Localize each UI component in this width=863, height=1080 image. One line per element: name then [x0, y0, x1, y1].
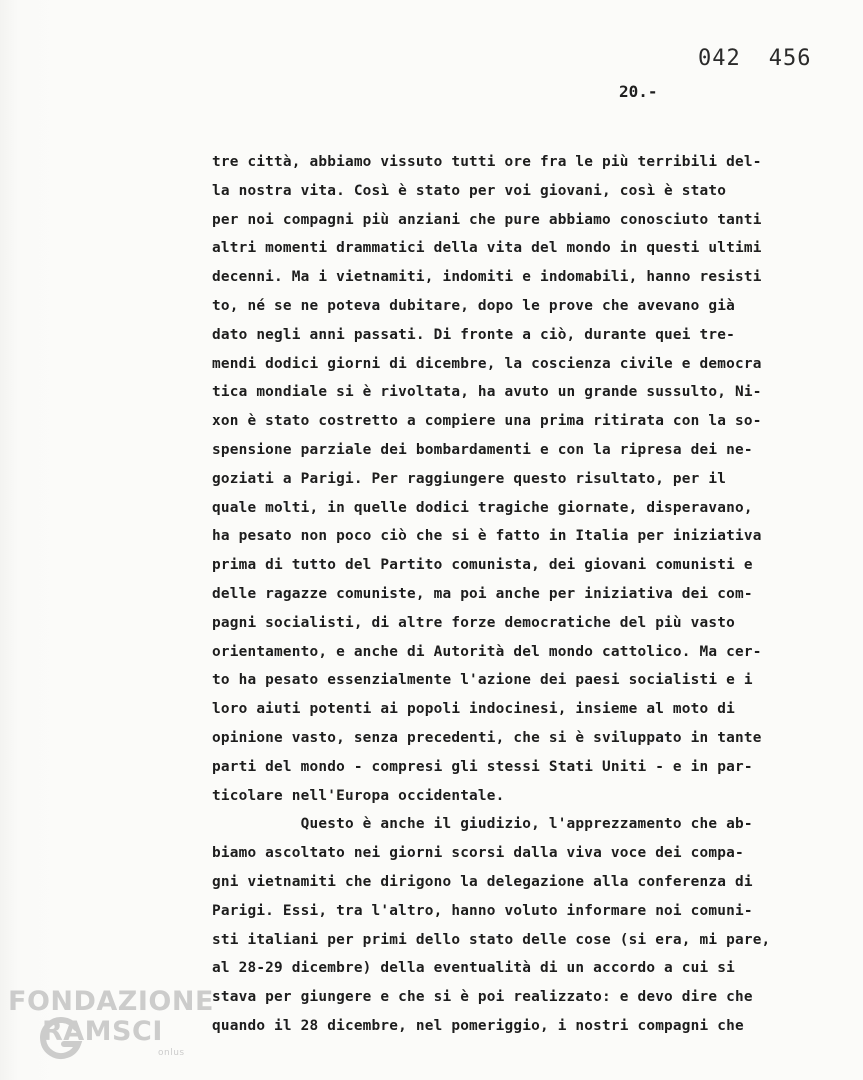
text-line: parti del mondo - compresi gli stessi Stati Uniti - e in par-	[212, 758, 753, 775]
text-line: spensione parziale dei bombardamenti e con la ripresa dei ne-	[212, 441, 753, 458]
watermark-line1: FONDAZIONE	[8, 986, 214, 1017]
text-line: to, né se ne poteva dubitare, dopo le prove che avevano già	[212, 297, 735, 314]
text-line: altri momenti drammatici della vita del mondo in questi ultimi	[212, 240, 762, 257]
text-line: al 28-29 dicembre) della eventualità di un accordo a cui si	[212, 960, 735, 977]
text-line: prima di tutto del Partito comunista, dei giovani comunisti e	[212, 557, 753, 574]
text-line: quando il 28 dicembre, nel pomeriggio, i nostri compagni che	[212, 1017, 744, 1034]
text-line: per noi compagni più anziani che pure abbiamo conosciuto tanti	[212, 211, 762, 228]
text-line: orientamento, e anche di Autorità del mondo cattolico. Ma cer-	[212, 643, 762, 660]
doc-number-part2: 456	[768, 46, 812, 71]
text-line: delle ragazze comuniste, ma poi anche per iniziativa dei com-	[212, 585, 753, 602]
text-line: Parigi. Essi, tra l'altro, hanno voluto informare noi comuni-	[212, 902, 753, 919]
text-line: pagni socialisti, di altre forze democratiche del più vasto	[212, 614, 735, 631]
body-text	[212, 148, 852, 1041]
text-line: to ha pesato essenzialmente l'azione dei paesi socialisti e i	[212, 672, 753, 689]
text-line: gni vietnamiti che dirigono la delegazione alla conferenza di	[212, 873, 753, 890]
text-line: goziati a Parigi. Per raggiungere questo risultato, per il	[212, 470, 727, 487]
text-line: opinione vasto, senza precedenti, che si è sviluppato in tante	[212, 729, 762, 746]
watermark-sub: onlus	[158, 1048, 185, 1058]
text-line: stava per giungere e che si è poi realizzato: e devo dire che	[212, 989, 753, 1006]
page-number: 20.-	[619, 82, 658, 101]
text-line: tica mondiale si è rivoltata, ha avuto un grande sussulto, Ni-	[212, 384, 762, 401]
text-line: tre città, abbiamo vissuto tutti ore fra le più terribili del-	[212, 154, 762, 170]
text-line: loro aiuti potenti ai popoli indocinesi, insieme al moto di	[212, 701, 735, 718]
text-line: mendi dodici giorni di dicembre, la coscienza civile e democra	[212, 355, 762, 372]
text-line: biamo ascoltato nei giorni scorsi dalla viva voce dei compa-	[212, 845, 744, 862]
doc-number-part1: 042	[698, 46, 741, 71]
archive-document-number	[698, 46, 812, 71]
watermark-line2: RAMSCI	[42, 1016, 163, 1047]
text-line: ha pesato non poco ciò che si è fatto in Italia per iniziativa	[212, 528, 762, 545]
text-line: quale molti, in quelle dodici tragiche giornate, disperavano,	[212, 499, 753, 516]
text-line: xon è stato costretto a compiere una prima ritirata con la so-	[212, 413, 762, 430]
text-line: dato negli anni passati. Di fronte a ciò, durante quei tre-	[212, 326, 735, 343]
text-line: decenni. Ma i vietnamiti, indomiti e indomabili, hanno resisti	[212, 269, 762, 286]
text-line: sti italiani per primi dello stato delle cose (si era, mi pare,	[212, 931, 771, 948]
fondazione-gramsci-watermark	[8, 986, 218, 1066]
text-line: ticolare nell'Europa occidentale.	[212, 787, 505, 804]
text-line: la nostra vita. Così è stato per voi giovani, così è stato	[212, 182, 727, 199]
text-line: Questo è anche il giudizio, l'apprezzamento che ab-	[212, 816, 753, 833]
